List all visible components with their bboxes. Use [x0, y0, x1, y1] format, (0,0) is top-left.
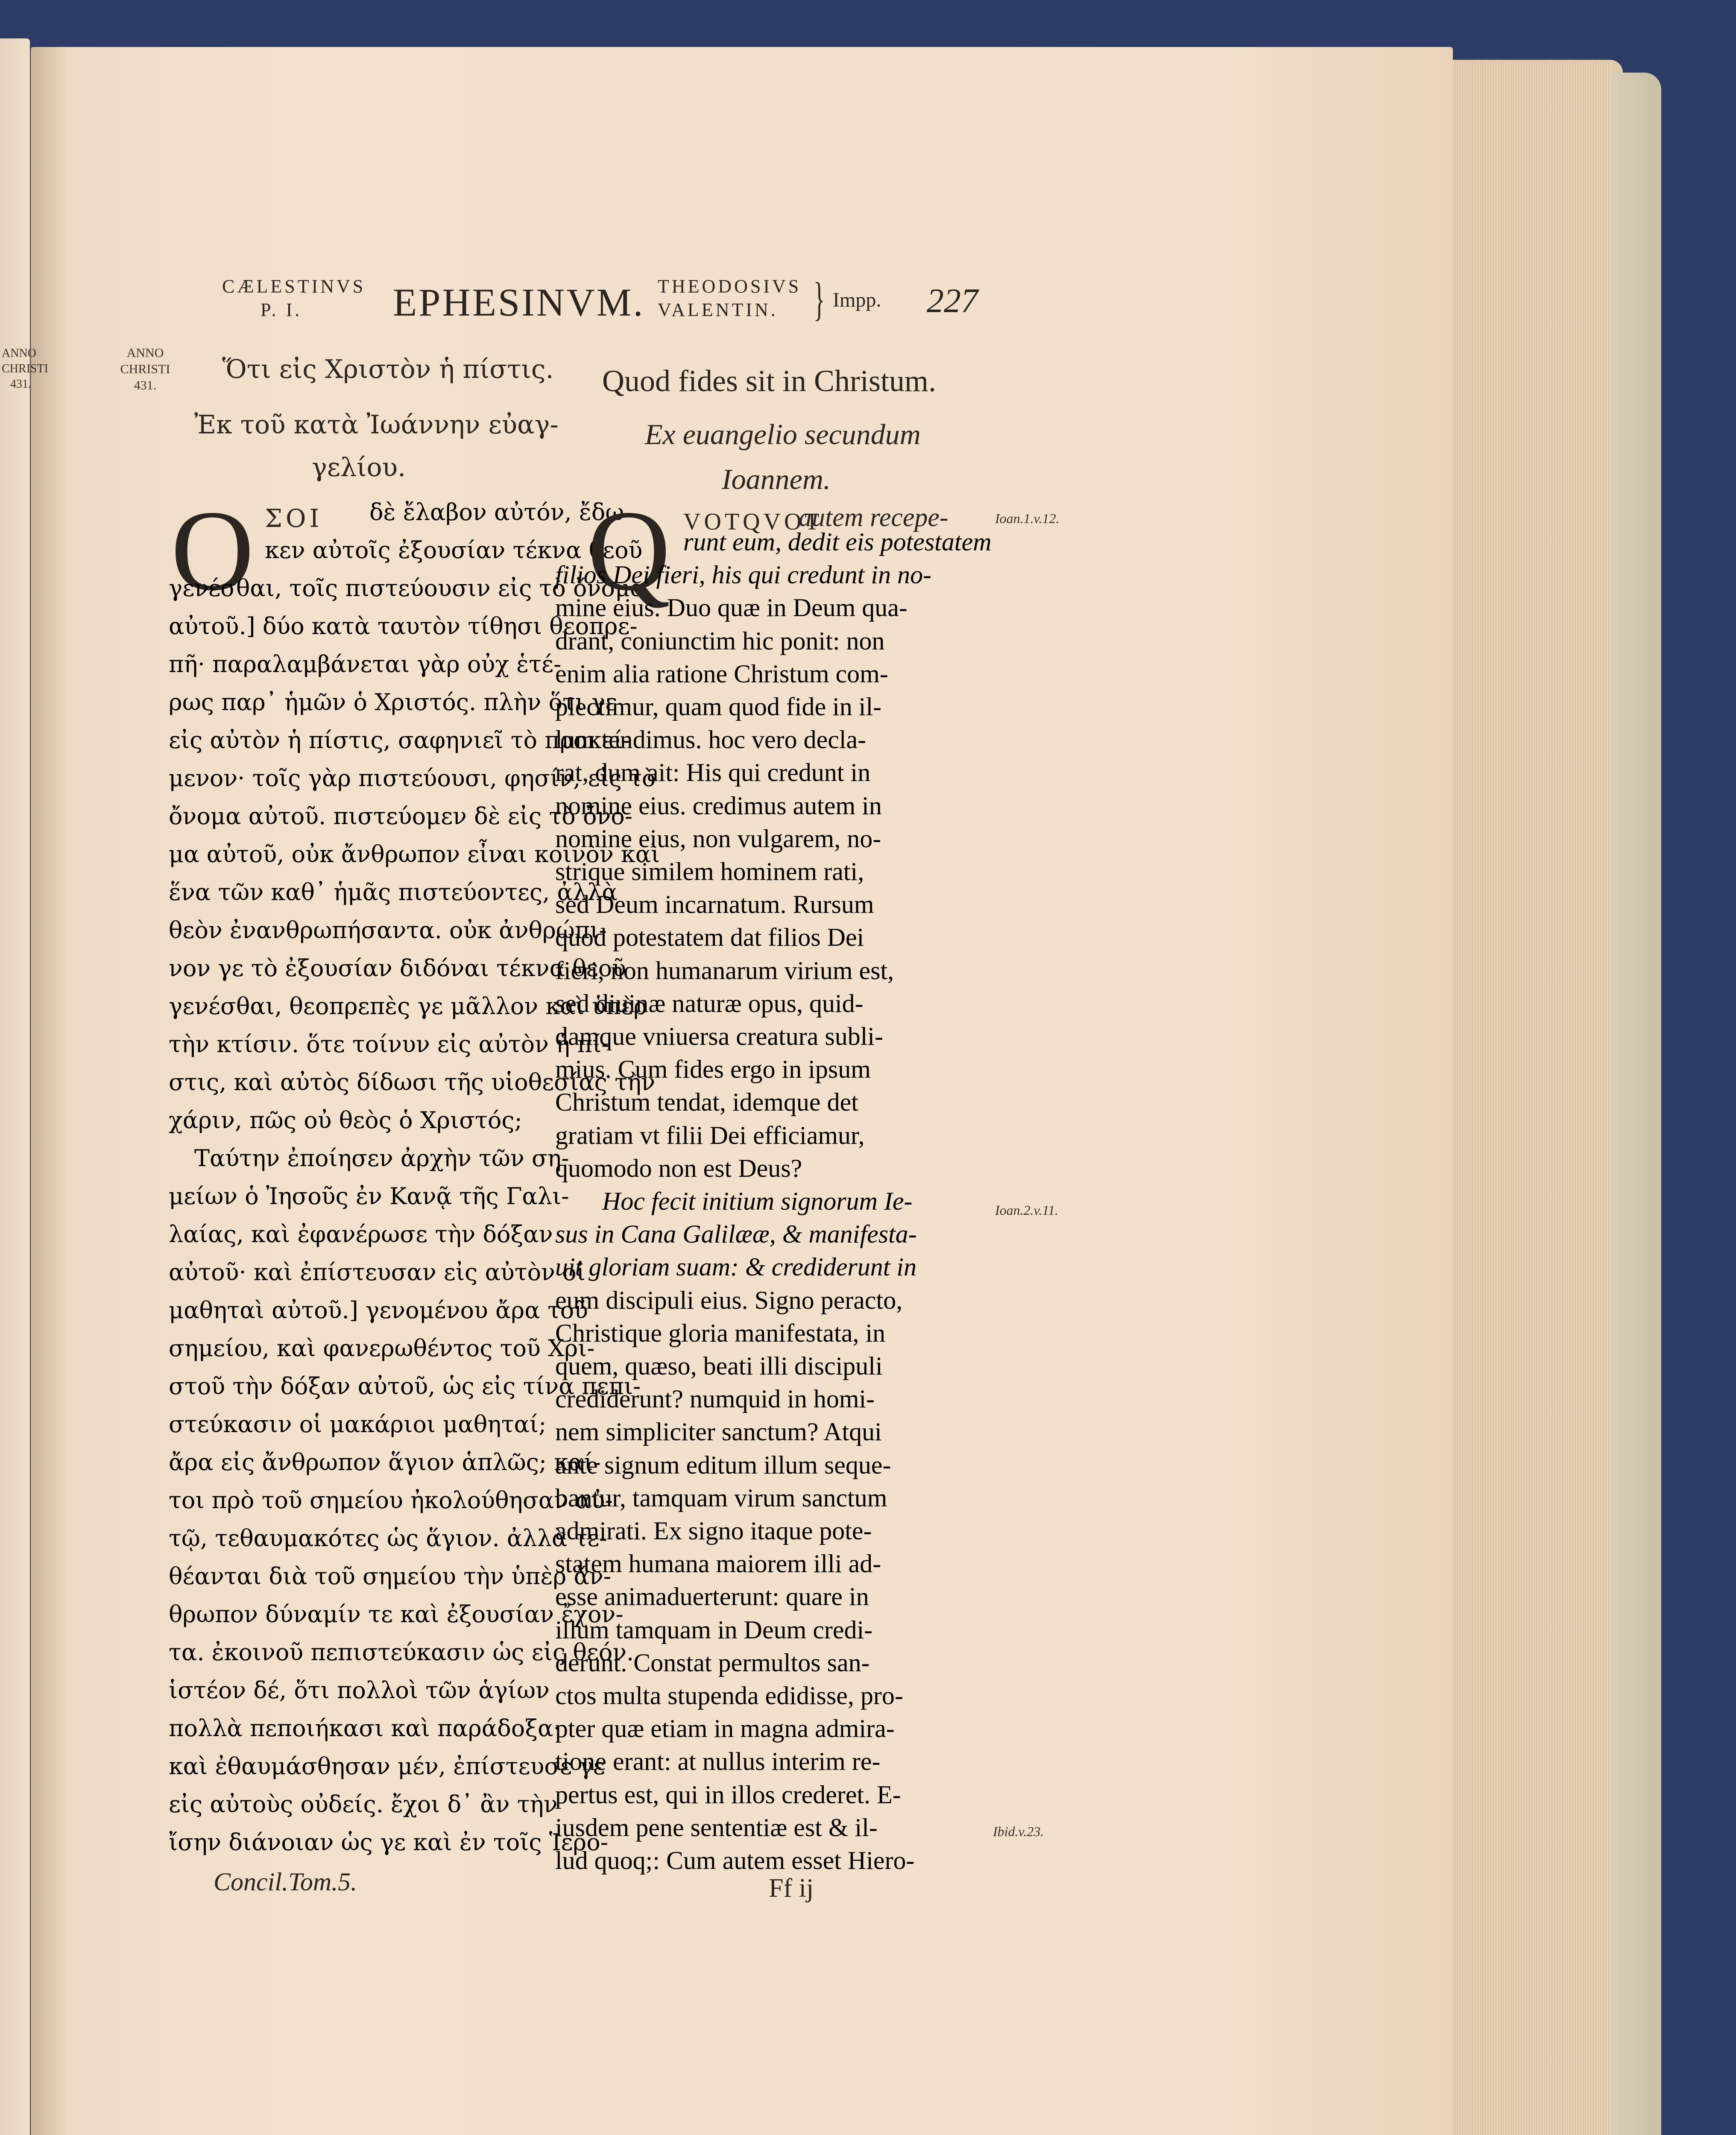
facing-christi-line: CHRISTI — [2, 362, 48, 375]
latin-text-line: Christique gloria manifestata, in — [555, 1319, 886, 1347]
latin-text-line: filios Dei fieri, his qui credunt in no- — [555, 561, 932, 589]
latin-text-line: pter quæ etiam in magna admira- — [555, 1714, 895, 1743]
greek-first-word: ΣΟΙ — [265, 504, 323, 533]
latin-first-word: VOTQVOT — [683, 509, 823, 535]
greek-text-line: πολλὰ πεποιήκασι καὶ παράδοξα· — [169, 1715, 561, 1742]
book-cover — [1610, 73, 1661, 2135]
margin-note-ioan-2: Ioan.2.v.11. — [995, 1202, 1059, 1218]
greek-text-line: ἴσην διάνοιαν ὡς γε καὶ ἐν τοῖς Ἱερο- — [169, 1829, 608, 1856]
greek-text-line: τὴν κτίσιν. ὅτε τοίνυν εἰς αὐτὸν ἡ πί- — [169, 1031, 609, 1058]
greek-text-line: μενον· τοῖς γὰρ πιστεύουσι, φησίν, εἰς τὸ — [169, 765, 656, 792]
latin-drop-cap: Q — [587, 487, 670, 614]
latin-text-line: bantur, tamquam virum sanctum — [555, 1483, 887, 1512]
latin-text-line: fieri, non humanarum virium est, — [555, 956, 894, 985]
latin-text-line: lum tendimus. hoc vero decla- — [555, 725, 867, 754]
latin-subtitle-line1: Ex euangelio secundum — [645, 418, 921, 450]
margin-note-ibid: Ibid.v.23. — [993, 1824, 1044, 1839]
christi-line: CHRISTI — [120, 362, 170, 376]
latin-text-line: admirati. Ex signo itaque pote- — [555, 1517, 872, 1545]
greek-text-line: ἄρα εἰς ἄνθρωπον ἅγιον ἁπλῶς; καί- — [169, 1449, 601, 1476]
anno-line: ANNO — [126, 346, 164, 360]
latin-text-line: rat, dum ait: His qui credunt in — [555, 758, 871, 787]
latin-text-column — [555, 487, 992, 1900]
latin-text-line: mine eius. Duo quæ in Deum qua- — [555, 594, 908, 622]
greek-text-line: θρωπον δύναμίν τε καὶ ἐξουσίαν ἔχον- — [169, 1601, 624, 1628]
greek-text-line: πῆ· παραλαμβάνεται γὰρ οὐχ ἑτέ- — [169, 651, 562, 678]
greek-text-line: γενέσθαι, τοῖς πιστεύουσιν εἰς τὸ ὄνομα — [169, 575, 646, 602]
latin-text-line: nomine eius, non vulgarem, no- — [555, 824, 881, 853]
greek-text-line: τοι πρὸ τοῦ σημείου ἠκολούθησαν αὐ- — [169, 1487, 613, 1514]
greek-text-line: Ταύτην ἐποίησεν ἀρχὴν τῶν ση- — [194, 1145, 569, 1172]
latin-text-line: enim alia ratione Christum com- — [555, 659, 888, 688]
latin-text-line: Christum tendat, idemque det — [555, 1088, 858, 1117]
facing-year-line: 431. — [10, 377, 31, 391]
greek-text-line: μα αὐτοῦ, οὐκ ἄνθρωπον εἶναι κοινὸν καὶ — [169, 841, 660, 868]
latin-text-line: sed Deum incarnatum. Rursum — [555, 890, 874, 919]
latin-text-line: quomodo non est Deus? — [555, 1154, 802, 1182]
greek-text-line: τα. ἐκοινοῦ πεπιστεύκασιν ὡς εἰς θεόν. — [169, 1639, 634, 1666]
header-left-bottom: P. I. — [261, 299, 302, 320]
latin-text-line: sus in Cana Galilææ, & manifesta- — [555, 1220, 917, 1249]
latin-title: Quod fides sit in Christum. — [602, 364, 937, 398]
greek-text-line: αὐτοῦ· καὶ ἐπίστευσαν εἰς αὐτὸν οἱ — [169, 1259, 585, 1286]
greek-text-line: εἰς αὐτοὺς οὐδείς. ἔχοι δ᾽ ἂν τὴν — [169, 1791, 558, 1818]
latin-text-line: crediderunt? numquid in homi- — [555, 1385, 875, 1413]
header-right-top: THEODOSIVS — [658, 276, 802, 297]
latin-text-line: nomine eius. credimus autem in — [555, 791, 882, 820]
latin-text-line: strique similem hominem rati, — [555, 857, 864, 886]
greek-text-line: εἰς αὐτὸν ἡ πίστις, σαφηνιεῖ τὸ προκεί- — [169, 727, 631, 754]
greek-text-line: λαίας, καὶ ἐφανέρωσε τὴν δόξαν — [169, 1221, 553, 1248]
greek-text-line: ἱστέον δέ, ὅτι πολλοὶ τῶν ἁγίων — [169, 1677, 550, 1704]
page-number: 227 — [927, 282, 978, 320]
latin-text-line: lud quoq;: Cum autem esset Hiero- — [555, 1846, 915, 1875]
latin-text-line: statem humana maiorem illi ad- — [555, 1550, 881, 1578]
greek-text-line: ρως παρ᾽ ἡμῶν ὁ Χριστός. πλὴν ὅτι γε — [169, 689, 618, 716]
latin-subtitle-line2: Ioannem. — [722, 463, 831, 495]
facing-page-margin-note — [2, 346, 48, 392]
latin-text-line: esse animaduerterunt: quare in — [555, 1582, 869, 1611]
header-left-top: CÆLESTINVS — [222, 276, 366, 297]
greek-subtitle-line2: γελίου. — [312, 453, 406, 483]
greek-text-line: γενέσθαι, θεοπρεπὲς γε μᾶλλον καὶ ὑπὲρ — [169, 993, 647, 1020]
latin-first-line-rest: autem recepe- — [799, 503, 949, 532]
greek-text-line: θεὸν ἐνανθρωπήσαντα. οὐκ ἀνθρώπι- — [169, 917, 607, 944]
latin-text-line: plectimur, quam quod fide in il- — [555, 693, 882, 721]
latin-text-line: uit gloriam suam: & crediderunt in — [555, 1253, 917, 1281]
latin-text-line: damque vniuersa creatura subli- — [555, 1022, 884, 1050]
latin-text-line: tione erant: at nullus interim re- — [555, 1747, 881, 1776]
greek-text-line: δὲ ἔλαβον αὐτόν, ἔδω- — [369, 499, 632, 526]
latin-text-line: quod potestatem dat filios Dei — [555, 923, 864, 952]
latin-text-line: ctos multa stupenda edidisse, pro- — [555, 1682, 903, 1710]
anno-christi-note — [117, 345, 173, 394]
latin-text-line: derunt. Constat permultos san- — [555, 1648, 870, 1677]
greek-text-line: στις, καὶ αὐτὸς δίδωσι τῆς υἱοθεσίας τὴν — [169, 1069, 656, 1096]
latin-text-line: nem simpliciter sanctum? Atqui — [555, 1418, 882, 1446]
latin-text-line: gratiam vt filii Dei efficiamur, — [555, 1121, 865, 1149]
greek-text-line: καὶ ἐθαυμάσθησαν μέν, ἐπίστευσε γε — [169, 1753, 605, 1780]
greek-text-line: μείων ὁ Ἰησοῦς ἐν Κανᾷ τῆς Γαλι- — [169, 1183, 569, 1210]
greek-text-line: στεύκασιν οἱ μακάριοι μαθηταί; — [169, 1411, 547, 1438]
concil-signature: Concil.Tom.5. — [214, 1868, 357, 1896]
facing-anno-line: ANNO — [2, 347, 36, 360]
signature-mark: Ff ij — [769, 1874, 814, 1903]
latin-text-line: quem, quæso, beati illi discipuli — [555, 1352, 883, 1380]
greek-drop-cap: Ο — [171, 487, 254, 614]
header-brace: } — [814, 273, 825, 325]
latin-text-line: illum tamquam in Deum credi- — [555, 1615, 873, 1644]
greek-subtitle-line1: Ἐκ τοῦ κατὰ Ἰωάννην εὐαγ- — [194, 410, 559, 440]
greek-text-line: μαθηταὶ αὐτοῦ.] γενομένου ἄρα τοῦ — [169, 1297, 588, 1324]
header-title: EPHESINVM. — [393, 281, 645, 324]
greek-text-line: στοῦ τὴν δόξαν αὐτοῦ, ὡς εἰς τίνα πεπι- — [169, 1373, 641, 1400]
latin-text-line: sed diuinæ naturæ opus, quid- — [555, 989, 864, 1018]
greek-text-line: νον γε τὸ ἐξουσίαν διδόναι τέκνα θεοῦ — [169, 955, 626, 982]
latin-text-line: ante signum editum illum seque- — [555, 1451, 891, 1479]
greek-text-line: σημείου, καὶ φανερωθέντος τοῦ Χρι- — [169, 1335, 595, 1362]
greek-title: Ὅτι εἰς Χριστὸν ἡ πίστις. — [222, 354, 554, 384]
greek-text-line: ὄνομα αὐτοῦ. πιστεύομεν δὲ εἰς τὸ ὄνο- — [169, 803, 633, 830]
greek-text-line: θέανται διὰ τοῦ σημείου τὴν ὑπὲρ ἄν- — [169, 1563, 612, 1590]
latin-text-line: runt eum, dedit eis potestatem — [683, 528, 992, 556]
greek-text-line: ἕνα τῶν καθ᾽ ἡμᾶς πιστεύοντες, ἀλλὰ — [169, 879, 618, 906]
header-right-bottom: VALENTIN. — [658, 299, 778, 320]
latin-text-line: eum discipuli eius. Signo peracto, — [555, 1286, 903, 1314]
greek-text-column — [169, 487, 660, 1900]
greek-text-line: κεν αὐτοῖς ἐξουσίαν τέκνα θεοῦ — [265, 537, 643, 564]
header-brace-label: Impp. — [833, 289, 881, 311]
latin-text-line: pertus est, qui in illos crederet. E- — [555, 1780, 901, 1809]
greek-text-line: αὐτοῦ.] δύο κατὰ ταυτὸν τίθησι θεοπρε- — [169, 613, 638, 640]
year-line: 431. — [134, 378, 157, 392]
latin-text-line: drant, coniunctim hic ponit: non — [555, 626, 885, 655]
page-block-edge — [1443, 60, 1623, 2135]
latin-text-line: iusdem pene sententiæ est & il- — [555, 1813, 878, 1842]
greek-text-line: τῷ, τεθαυμακότες ὡς ἅγιον. ἀλλὰ τε- — [169, 1525, 607, 1552]
latin-text-line: Hoc fecit initium signorum Ie- — [602, 1187, 913, 1215]
greek-text-line: χάριν, πῶς οὐ θεὸς ὁ Χριστός; — [169, 1107, 522, 1134]
margin-note-ioan-1: Ioan.1.v.12. — [995, 511, 1060, 526]
latin-text-line: mius. Cum fides ergo in ipsum — [555, 1055, 871, 1084]
